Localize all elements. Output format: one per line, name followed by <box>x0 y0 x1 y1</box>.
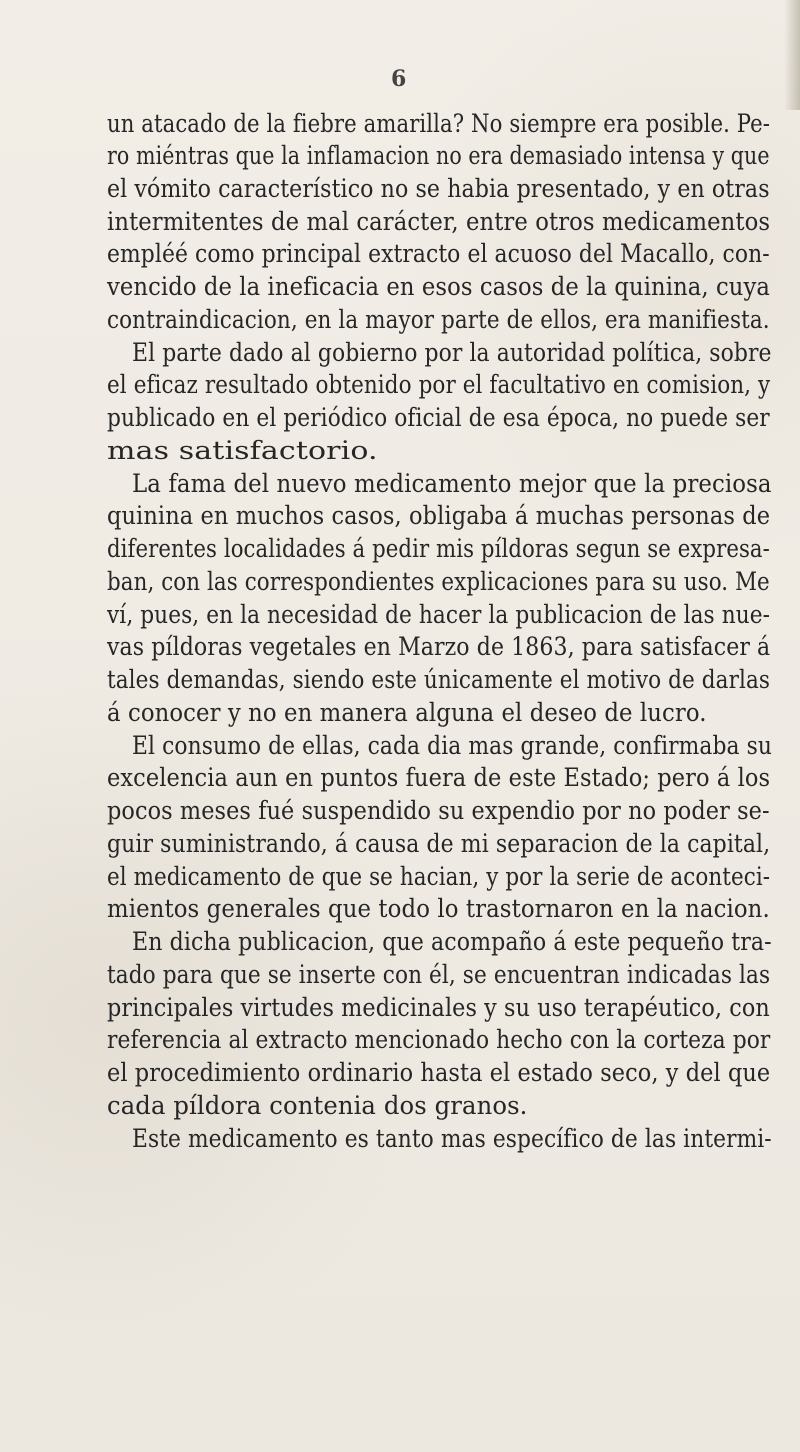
text-line: publicado en el periódico oficial de esa época, no puede ser <box>107 403 770 432</box>
text-line: tado para que se inserte con él, se encuentran indicadas las <box>107 960 771 989</box>
text-line: excelencia aun en puntos fuera de este Estado; pero á los <box>107 763 771 792</box>
text-line: ví, pues, en la necesidad de hacer la publicacion de las nue- <box>107 600 771 629</box>
text-line: empléé como principal extracto el acuoso del Macallo, con- <box>107 239 770 268</box>
text-line: tales demandas, siendo este únicamente el motivo de darlas <box>107 665 771 694</box>
text-line: contraindicacion, en la mayor parte de ellos, era manifiesta. <box>107 305 770 334</box>
text-line: cada píldora contenia dos granos. <box>107 1091 528 1120</box>
text-line: diferentes localidades á pedir mis píldoras segun se expresa- <box>107 534 770 563</box>
text-line: mas satisfactorio. <box>107 436 378 465</box>
text-line: vencido de la ineficacia en esos casos de la quinina, cuya <box>107 272 770 301</box>
text-line: un atacado de la fiebre amarilla? No siempre era posible. Pe- <box>107 109 771 138</box>
text-line: La fama del nuevo medicamento mejor que la preciosa <box>132 469 772 498</box>
page-number: 6 <box>391 66 407 92</box>
text-line: referencia al extracto mencionado hecho con la corteza por <box>107 1025 771 1054</box>
text-line: el procedimiento ordinario hasta el estado seco, y del que <box>107 1058 771 1087</box>
text-line: intermitentes de mal carácter, entre otros medicamentos <box>107 207 771 236</box>
text-line: Este medicamento es tanto mas específico de las intermi- <box>132 1124 772 1153</box>
text-line: El consumo de ellas, cada dia mas grande, confirmaba su <box>132 731 773 760</box>
text-line: ban, con las correspondientes explicaciones para su uso. Me <box>107 567 770 596</box>
text-line: pocos meses fué suspendido su expendio por no poder se- <box>107 796 770 825</box>
text-line: el vómito característico no se habia presentado, y en otras <box>107 174 770 203</box>
text-line: principales virtudes medicinales y su uso terapéutico, con <box>107 993 770 1022</box>
text-line: mientos generales que todo lo trastornaron en la nacion. <box>107 894 770 923</box>
text-line: á conocer y no en manera alguna el deseo de lucro. <box>107 698 707 727</box>
text-line: el eficaz resultado obtenido por el facultativo en comision, y <box>107 370 771 399</box>
page-edge-shadow <box>784 0 800 110</box>
text-line: quinina en muchos casos, obligaba á muchas personas de <box>107 501 771 530</box>
text-line: El parte dado al gobierno por la autoridad política, sobre <box>132 338 772 367</box>
text-line: vas píldoras vegetales en Marzo de 1863, para satisfacer á <box>107 632 771 661</box>
text-line: En dicha publicacion, que acompaño á este pequeño tra- <box>132 927 772 956</box>
text-line: el medicamento de que se hacian, y por la serie de aconteci- <box>107 862 771 891</box>
text-line: ro miéntras que la inflamacion no era demasiado intensa y que <box>107 141 770 170</box>
text-line: guir suministrando, á causa de mi separacion de la capital, <box>107 829 771 858</box>
